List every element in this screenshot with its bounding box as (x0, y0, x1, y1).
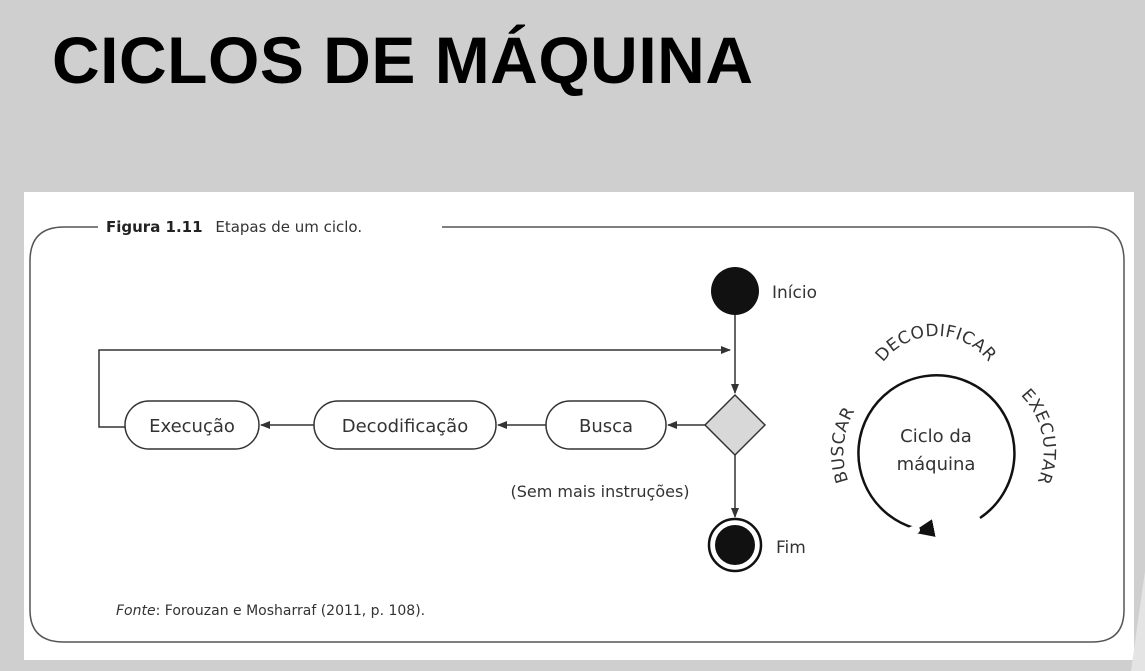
corner-decoration (1131, 571, 1145, 671)
decision-diamond (705, 395, 765, 455)
cycle-center-line2: máquina (896, 454, 976, 475)
end-label: Fim (776, 538, 806, 558)
figure-source (116, 603, 425, 619)
figure-caption-text: Etapas de um ciclo. (215, 218, 363, 236)
stage-buscar: BUSCAR (828, 403, 860, 486)
cycle-center-line1: Ciclo da (900, 426, 972, 447)
cycle-gap (908, 526, 920, 534)
cycle-arrowhead (924, 518, 984, 530)
start-node (711, 267, 759, 315)
stage-decodificar: DECODIFICAR (871, 320, 1001, 366)
stage-executar: EXECUTAR (1016, 385, 1059, 488)
figure-label: Figura 1.11 (106, 218, 203, 236)
start-label: Início (772, 283, 817, 303)
figure-panel (24, 192, 1134, 660)
step-decodificacao-label: Decodificação (341, 416, 469, 437)
figure-caption (106, 218, 362, 236)
slide-title: CICLOS DE MÁQUINA (52, 23, 754, 97)
figure-source-text: : Forouzan e Mosharraf (2011, p. 108). (155, 603, 426, 619)
step-execucao-label: Execução (149, 416, 235, 437)
cycle-diagram (24, 192, 1134, 660)
end-node-core (715, 525, 755, 565)
figure-source-prefix: Fonte (116, 603, 156, 619)
step-busca-label: Busca (578, 416, 634, 437)
no-more-label: (Sem mais instruções) (510, 482, 690, 501)
cycle-circle (858, 375, 1014, 528)
